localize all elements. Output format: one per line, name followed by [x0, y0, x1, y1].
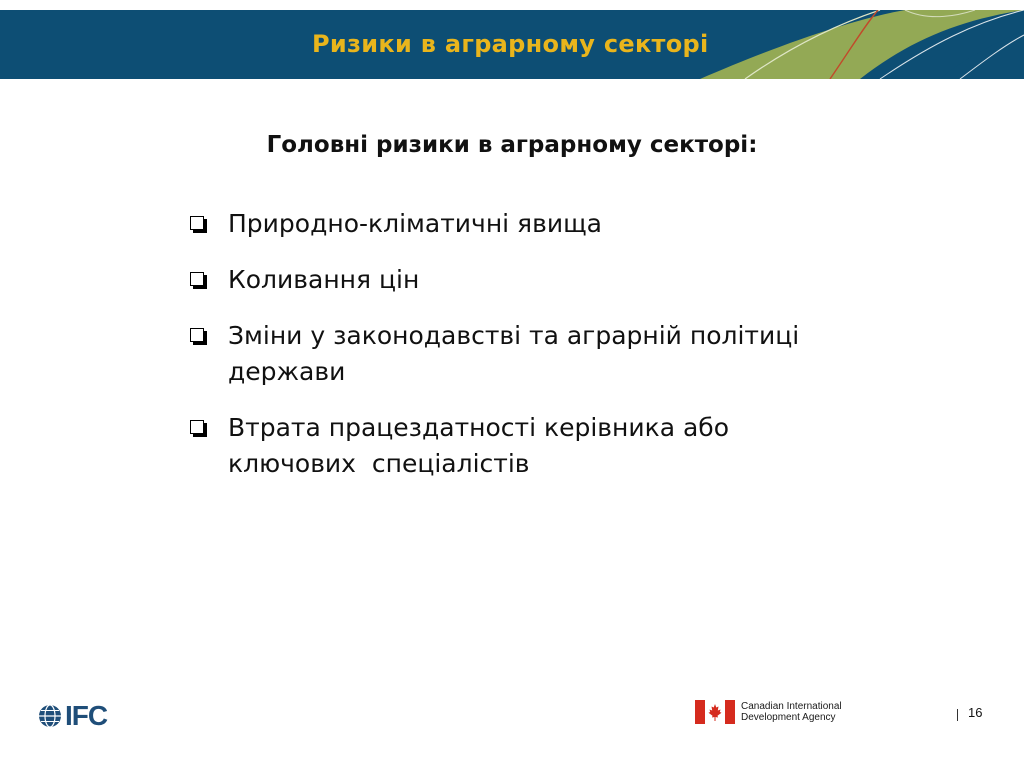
list-item: [188, 318, 888, 390]
header-band: [0, 10, 1024, 79]
list-item-text: Зміни у законодавстві та аграрній політиці: [228, 321, 800, 350]
checkbox-bullet-icon: [190, 216, 204, 230]
list-item: [188, 410, 888, 482]
checkbox-bullet-icon: [190, 272, 204, 286]
list-item-text-continued: держави: [228, 357, 346, 386]
cida-name: [741, 701, 842, 723]
risk-list: [188, 206, 888, 502]
page-number-divider: [957, 709, 958, 721]
section-heading: Головні ризики в аграрному секторі:: [266, 132, 758, 158]
slide-title: Ризики в аграрному секторі: [312, 30, 709, 58]
ifc-logo-text: IFC: [65, 700, 108, 731]
checkbox-bullet-icon: [190, 420, 204, 434]
cida-logo: [695, 700, 842, 724]
globe-icon: [38, 704, 62, 728]
ifc-logo: [38, 702, 107, 730]
list-item: [188, 262, 888, 298]
list-item-text: Природно-кліматичні явища: [228, 209, 602, 238]
checkbox-bullet-icon: [190, 328, 204, 342]
canada-flag-icon: [695, 700, 735, 724]
cida-name-line1: Canadian International: [741, 701, 842, 712]
list-item-text: Коливання цін: [228, 265, 420, 294]
list-item: [188, 206, 888, 242]
cida-name-line2: Development Agency: [741, 712, 836, 723]
list-item-text-continued: ключових спеціалістів: [228, 449, 530, 478]
page-number: 16: [968, 705, 983, 720]
list-item-text: Втрата працездатності керівника або: [228, 413, 729, 442]
